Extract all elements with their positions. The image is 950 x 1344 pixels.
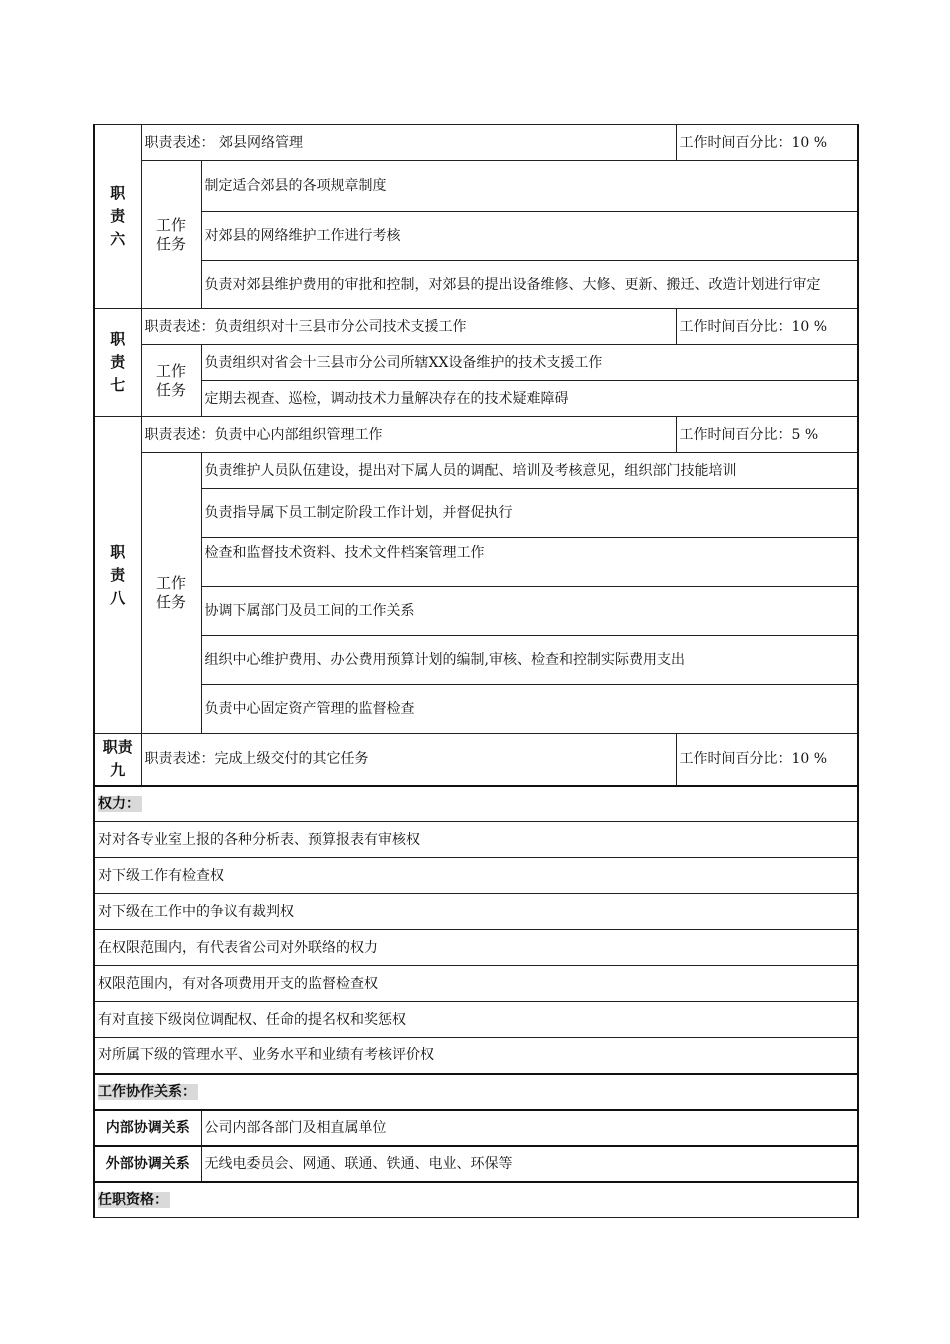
authority-header-row [94,786,858,822]
duty6-description: 职责表述： 郊县网络管理 [141,125,676,161]
duty8-task-label: 工作 任务 [141,453,201,734]
authority-item [94,1002,858,1038]
duty8-time-percent: 工作时间百分比：5 % [676,417,858,453]
authority-item [94,930,858,966]
duty8-task-row [94,538,858,587]
duty7-task-label: 工作 任务 [141,345,201,417]
internal-coordination-row [94,1110,858,1146]
duty6-task-3: 负责对郊县维护费用的审批和控制，对郊县的提出设备维修、大修、更新、搬迁、改造计划进行审定 [201,261,858,309]
duty9-description: 职责表述：完成上级交付的其它任务 [141,734,676,786]
authority-item-7: 对所属下级的管理水平、业务水平和业绩有考核评价权 [94,1038,858,1074]
external-coordination-value: 无线电委员会、网通、联通、铁通、电业、环保等 [201,1146,858,1182]
duty8-task-5: 组织中心维护费用、办公费用预算计划的编制,审核、检查和控制实际费用支出 [201,636,858,685]
duty9-desc-row [94,734,858,786]
duty7-time-percent: 工作时间百分比：10 % [676,309,858,345]
duty6-task-1: 制定适合郊县的各项规章制度 [201,161,858,212]
duty8-task-row [94,636,858,685]
authority-item [94,858,858,894]
duty8-task-2: 负责指导属下员工制定阶段工作计划，并督促执行 [201,489,858,538]
duty6-task-row [94,161,858,212]
duty6-task-row [94,212,858,261]
duty6-task-row [94,261,858,309]
duty8-task-row [94,587,858,636]
duty6-task-label: 工作 任务 [141,161,201,309]
duty7-task-2: 定期去视查、巡检，调动技术力量解决存在的技术疑难障碍 [201,381,858,417]
job-description-page [93,124,857,1218]
duty7-description: 职责表述：负责组织对十三县市分公司技术支援工作 [141,309,676,345]
authority-item-6: 有对直接下级岗位调配权、任命的提名权和奖惩权 [94,1002,858,1038]
duty6-task-2: 对郊县的网络维护工作进行考核 [201,212,858,261]
authority-item-1: 对对各专业室上报的各种分析表、预算报表有审核权 [94,822,858,858]
duty8-task-1: 负责维护人员队伍建设，提出对下属人员的调配、培训及考核意见，组织部门技能培训 [201,453,858,489]
authority-item [94,1038,858,1074]
authority-item-2: 对下级工作有检查权 [94,858,858,894]
internal-coordination-label: 内部协调关系 [94,1110,201,1146]
duty6-time-percent: 工作时间百分比：10 % [676,125,858,161]
authority-item-4: 在权限范围内，有代表省公司对外联络的权力 [94,930,858,966]
authority-item [94,822,858,858]
duty7-task-1: 负责组织对省会十三县市分公司所辖XX设备维护的技术支援工作 [201,345,858,381]
duty8-task-3: 检查和监督技术资料、技术文件档案管理工作 [201,538,858,587]
cooperation-title: 工作协作关系： [94,1074,858,1110]
duty8-task-6: 负责中心固定资产管理的监督检查 [201,685,858,734]
duty8-desc-row [94,417,858,453]
duty9-time-percent: 工作时间百分比：10 % [676,734,858,786]
authority-item [94,894,858,930]
authority-title: 权力： [94,786,858,822]
duty6-desc-row [94,125,858,161]
job-duty-table [93,124,859,1218]
duty7-desc-row [94,309,858,345]
authority-item [94,966,858,1002]
cooperation-header-row [94,1074,858,1110]
internal-coordination-value: 公司内部各部门及相直属单位 [201,1110,858,1146]
external-coordination-label: 外部协调关系 [94,1146,201,1182]
duty9-heading: 职责 九 [94,734,141,786]
duty8-task-row [94,685,858,734]
duty8-task-row [94,489,858,538]
duty7-heading: 职 责 七 [94,309,141,417]
authority-item-5: 权限范围内，有对各项费用开支的监督检查权 [94,966,858,1002]
external-coordination-row [94,1146,858,1182]
qualification-header-row [94,1182,858,1218]
duty8-heading: 职 责 八 [94,417,141,734]
authority-item-3: 对下级在工作中的争议有裁判权 [94,894,858,930]
duty7-task-row [94,381,858,417]
duty8-description: 职责表述：负责中心内部组织管理工作 [141,417,676,453]
duty8-task-row [94,453,858,489]
qualification-title: 任职资格： [94,1182,858,1218]
duty6-heading: 职 责 六 [94,125,141,309]
duty7-task-row [94,345,858,381]
duty8-task-4: 协调下属部门及员工间的工作关系 [201,587,858,636]
